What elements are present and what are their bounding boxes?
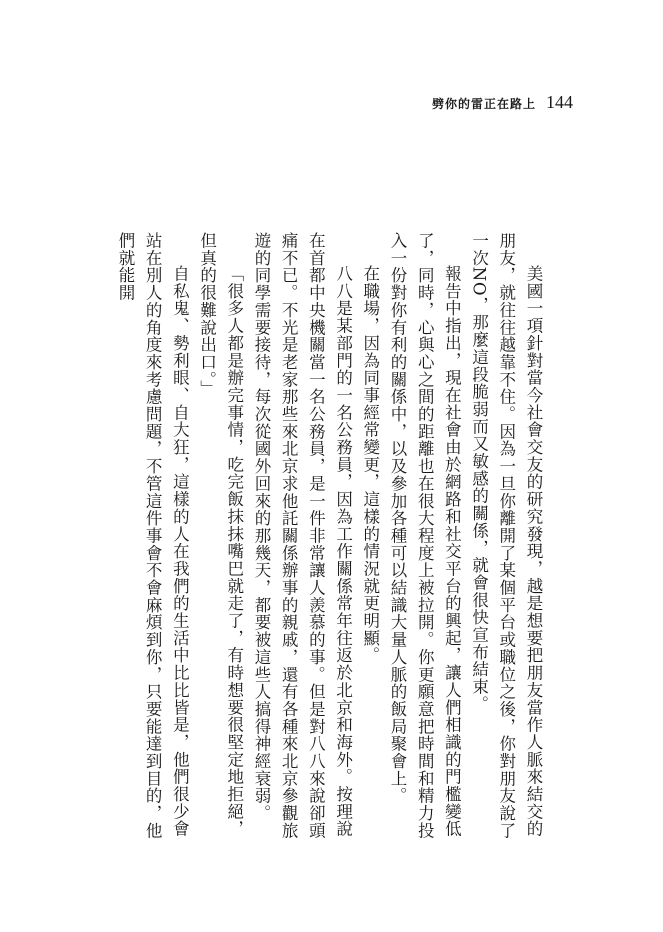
body-text: [112, 232, 547, 847]
paragraph-6: 自私鬼、勢利眼、自大狂，這樣的人在我們的生活中比比皆是，他們很少會站在別人的角度來考慮問題，不管這件事會不會麻煩到你，只要能達到目的，他們就能開: [115, 232, 190, 840]
paragraph-3: 在職場，因為同事經常變更，這樣的情況就更明顯。: [360, 265, 380, 665]
paragraph-2: 報告中指出，現在社會由於網路和社交平台的興起，讓人們相識的門檻變低了，同時，心與心之間的距離也在很大程度上被拉開。你更願意把時間和精力投入一份對你有利的關係中，以及參加各種可以結識大量人脈的飯局聚會上。: [387, 232, 462, 840]
running-header: [432, 92, 573, 113]
paragraph-1: 美國一項針對當今社會交友的研究發現，越是想要把朋友當作人脈來結交的朋友，就往往越靠不住。因為一旦你離開了某個平台或職位之後，你對朋友說了一次NO，那麼這段脆弱而又敏感的關係，就會很快宣布結束。: [469, 232, 543, 840]
paragraph-4: 八八是某部門的一名公務員，因為工作關係常年往返於北京和海外。按理說在首都中央機關當一名公務員，是一件非常讓人羨慕的事。但是對八八來說卻頭痛不已。不光是老家那些來北京求他託關係辦事的親戚，還有各種來北京參觀旅遊的同學需要接待，每次從國外回來的那幾天，都要被這些人搞得神經衰弱。: [251, 232, 353, 840]
book-title: 劈你的雷正在路上: [431, 97, 536, 111]
page-number: 144: [546, 92, 573, 112]
paragraph-5: 「很多人都是辦完事情，吃完飯抹抹嘴巴就走了，有時想要很堅定地拒絕，但真的很難說出口。」: [197, 232, 244, 838]
